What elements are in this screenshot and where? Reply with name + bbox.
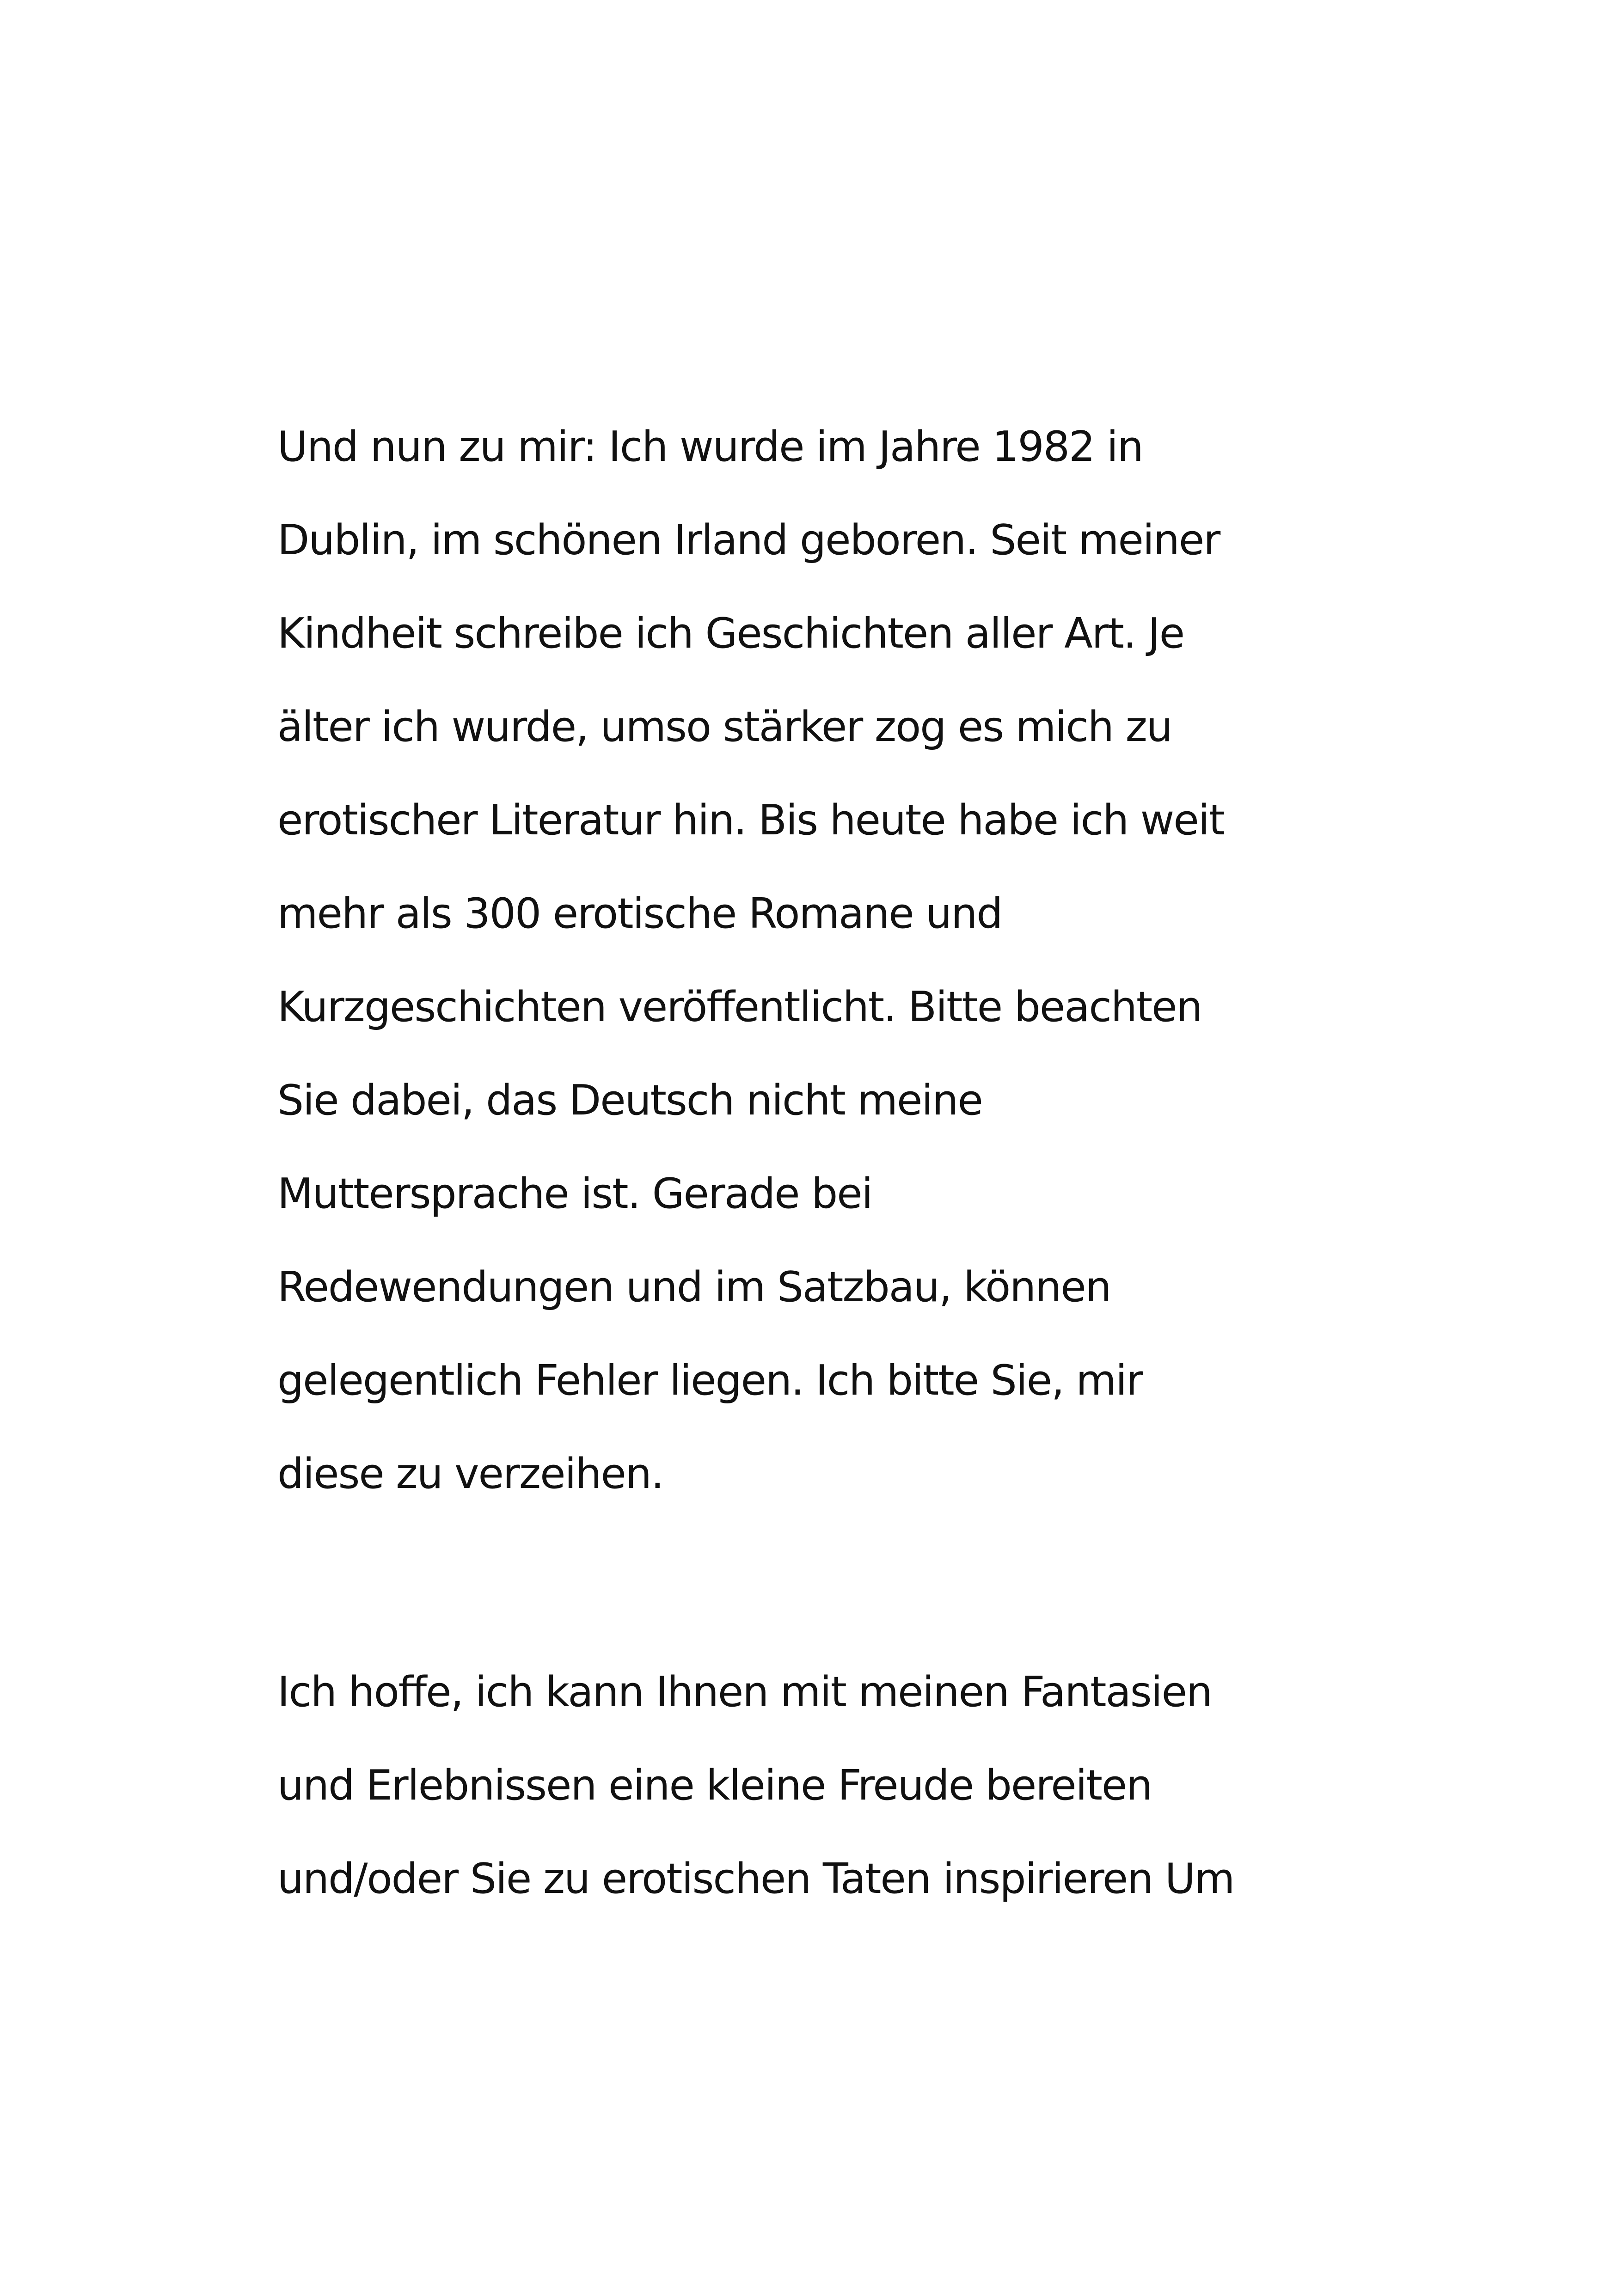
text-line: Dublin, im schönen Irland geboren. Seit meiner (277, 516, 1220, 564)
paragraph-closing (277, 1646, 1387, 1926)
text-line: Kurzgeschichten veröffentlicht. Bitte beachten (277, 983, 1202, 1031)
text-line: mehr als 300 erotische Romane und (277, 889, 1002, 938)
text-line: und/oder Sie zu erotischen Taten inspirieren Um (277, 1855, 1234, 1903)
text-line: Redewendungen und im Satzbau, können (277, 1263, 1111, 1311)
text-line: Ich hoffe, ich kann Ihnen mit meinen Fantasien (277, 1668, 1212, 1716)
text-line: erotischer Literatur hin. Bis heute habe ich weit (277, 796, 1225, 845)
text-line: diese zu verzeihen. (277, 1450, 663, 1498)
text-line: gelegentlich Fehler liegen. Ich bitte Sie, mir (277, 1356, 1142, 1405)
text-line: Und nun zu mir: Ich wurde im Jahre 1982 in (277, 422, 1143, 471)
text-line: und Erlebnissen eine kleine Freude bereiten (277, 1761, 1152, 1810)
text-line: Sie dabei, das Deutsch nicht meine (277, 1076, 982, 1125)
paragraph-author-bio (277, 400, 1387, 1521)
text-line: Muttersprache ist. Gerade bei (277, 1169, 872, 1218)
text-line: Kindheit schreibe ich Geschichten aller Art. Je (277, 609, 1184, 658)
text-line: älter ich wurde, umso stärker zog es mich zu (277, 703, 1172, 751)
